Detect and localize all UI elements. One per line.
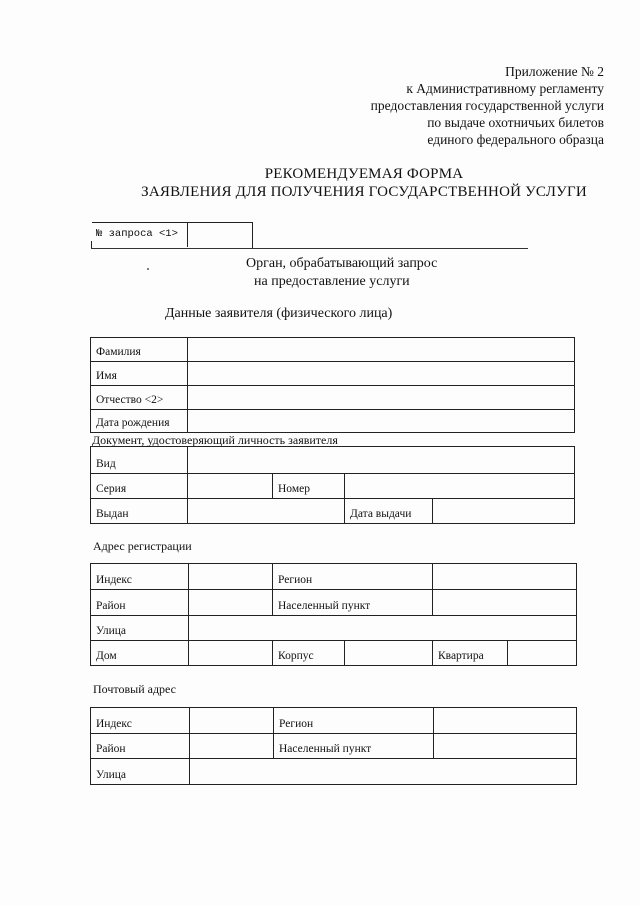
- postal-street-field[interactable]: [190, 759, 577, 785]
- appendix-line: по выдаче охотничьих билетов: [427, 115, 604, 130]
- doc-issued-by-field[interactable]: [188, 499, 345, 524]
- postal-locality-label: Населенный пункт: [274, 734, 434, 759]
- postal-address-table: [90, 707, 577, 785]
- reg-region-field[interactable]: [433, 564, 577, 590]
- patronymic-label: Отчество <2>: [91, 386, 188, 410]
- request-number-box: [92, 222, 253, 246]
- appendix-line: Приложение № 2: [505, 64, 604, 79]
- reg-building-field[interactable]: [345, 641, 433, 666]
- organ-line2: на предоставление услуги: [254, 274, 410, 289]
- doc-series-field[interactable]: [188, 474, 273, 499]
- table-row: [91, 362, 575, 386]
- appendix-header: [371, 63, 604, 148]
- processing-organ: [246, 255, 437, 291]
- postal-district-label: Район: [91, 734, 190, 759]
- reg-apartment-label: Квартира: [433, 641, 508, 666]
- doc-series-label: Серия: [91, 474, 188, 499]
- doc-type-field[interactable]: [188, 447, 575, 474]
- table-row: [91, 734, 577, 759]
- table-row: [91, 759, 577, 785]
- name-field[interactable]: [188, 362, 575, 386]
- table-row: [91, 564, 577, 590]
- organ-line1: Орган, обрабатывающий запрос: [246, 256, 438, 271]
- appendix-line: предоставления государственной услуги: [370, 98, 604, 113]
- form-title: [0, 165, 640, 201]
- reg-index-label: Индекс: [91, 564, 189, 590]
- postal-index-label: Индекс: [91, 708, 190, 734]
- document-heading: Документ, удостоверяющий личность заявителя: [92, 433, 338, 447]
- applicant-heading: Данные заявителя (физического лица): [165, 306, 393, 321]
- name-label: Имя: [91, 362, 188, 386]
- table-row: [91, 616, 577, 641]
- postal-address-heading: Почтовый адрес: [93, 682, 177, 696]
- reg-locality-label: Населенный пункт: [273, 590, 433, 616]
- table-row: [91, 447, 575, 474]
- request-number-divider: [187, 223, 188, 247]
- postal-region-label: Регион: [274, 708, 434, 734]
- postal-locality-field[interactable]: [434, 734, 577, 759]
- scan-speck: [147, 268, 149, 270]
- table-row: [91, 590, 577, 616]
- signature-underline: [91, 248, 528, 249]
- form-title-line2: ЗАЯВЛЕНИЯ ДЛЯ ПОЛУЧЕНИЯ ГОСУДАРСТВЕННОЙ УСЛУГИ: [141, 184, 587, 200]
- reg-apartment-field[interactable]: [508, 641, 577, 666]
- postal-index-field[interactable]: [190, 708, 274, 734]
- table-row: [91, 338, 575, 362]
- request-number-label: № запроса <1>: [96, 228, 178, 240]
- postal-region-field[interactable]: [434, 708, 577, 734]
- birth-date-label: Дата рождения: [91, 410, 188, 433]
- surname-field[interactable]: [188, 338, 575, 362]
- table-row: [91, 708, 577, 734]
- reg-index-field[interactable]: [189, 564, 273, 590]
- doc-number-label: Номер: [273, 474, 345, 499]
- table-row: [91, 474, 575, 499]
- table-row: [91, 499, 575, 524]
- doc-type-label: Вид: [91, 447, 188, 474]
- patronymic-field[interactable]: [188, 386, 575, 410]
- reg-region-label: Регион: [273, 564, 433, 590]
- birth-date-field[interactable]: [188, 410, 575, 433]
- doc-issue-date-field[interactable]: [433, 499, 575, 524]
- table-row: [91, 641, 577, 666]
- doc-number-field[interactable]: [345, 474, 575, 499]
- doc-issue-date-label: Дата выдачи: [345, 499, 433, 524]
- reg-house-field[interactable]: [189, 641, 273, 666]
- registration-address-heading: Адрес регистрации: [93, 539, 192, 553]
- applicant-table: [90, 337, 575, 433]
- reg-district-field[interactable]: [189, 590, 273, 616]
- document-table: [90, 446, 575, 524]
- postal-district-field[interactable]: [190, 734, 274, 759]
- appendix-line: единого федерального образца: [427, 132, 604, 147]
- doc-issued-by-label: Выдан: [91, 499, 188, 524]
- reg-house-label: Дом: [91, 641, 189, 666]
- reg-building-label: Корпус: [273, 641, 345, 666]
- reg-locality-field[interactable]: [433, 590, 577, 616]
- form-title-line1: РЕКОМЕНДУЕМАЯ ФОРМА: [264, 166, 464, 182]
- registration-address-table: [90, 563, 577, 666]
- surname-label: Фамилия: [91, 338, 188, 362]
- reg-street-label: Улица: [91, 616, 189, 641]
- reg-district-label: Район: [91, 590, 189, 616]
- reg-street-field[interactable]: [189, 616, 577, 641]
- table-row: [91, 410, 575, 433]
- postal-street-label: Улица: [91, 759, 190, 785]
- table-row: [91, 386, 575, 410]
- appendix-line: к Административному регламенту: [406, 81, 604, 96]
